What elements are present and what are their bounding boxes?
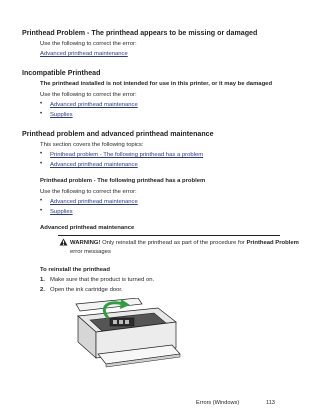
link-supplies[interactable]: Supplies [50, 209, 73, 215]
procedure-title: To reinstall the printhead [40, 267, 110, 273]
link-advanced-maintenance[interactable]: Advanced printhead maintenance [50, 199, 138, 205]
link-advanced-maintenance[interactable]: Advanced printhead maintenance [50, 162, 138, 168]
section-intro: Use the following to correct the error: [40, 92, 137, 98]
warning-icon [59, 238, 68, 246]
section-title-printhead-missing: Printhead Problem - The printhead appears to be missing or damaged [22, 29, 258, 37]
step-number: 1. [40, 277, 45, 283]
warning-line-2: error messages [70, 249, 111, 255]
step-number: 2. [40, 287, 45, 293]
link-advanced-maintenance[interactable]: Advanced printhead maintenance [40, 51, 128, 57]
warning-line-1 [70, 240, 299, 246]
bullet-icon: • [40, 111, 43, 117]
link-supplies[interactable]: Supplies [50, 112, 73, 118]
bullet-icon: • [40, 198, 43, 204]
subsection-title-printhead-problem: Printhead problem - The following printhead has a problem [40, 178, 206, 184]
section-intro: Use the following to correct the error: [40, 189, 137, 195]
warning-bold-phrase: Printhead Problem [246, 240, 299, 246]
section-title-incompatible: Incompatible Printhead [22, 69, 101, 77]
section-subtitle: The printhead installed is not intended for use in this printer, or it may be damaged [40, 81, 273, 87]
warning-label: WARNING! [70, 240, 101, 246]
section-title-advanced: Printhead problem and advanced printhead maintenance [22, 130, 214, 138]
step-text: Make sure that the product is turned on. [50, 277, 155, 283]
step-text: Open the ink cartridge door. [50, 287, 123, 293]
printer-illustration [68, 298, 184, 378]
footer-section-name: Errors (Windows) [196, 400, 240, 406]
link-advanced-maintenance[interactable]: Advanced printhead maintenance [50, 102, 138, 108]
bullet-icon: • [40, 101, 43, 107]
bullet-icon: • [40, 151, 43, 157]
link-printhead-problem[interactable]: Printhead problem - The following printhead has a problem [50, 152, 204, 158]
bullet-icon: • [40, 161, 43, 167]
section-intro: Use the following to correct the error: [40, 41, 137, 47]
subsection-title-advanced-maintenance: Advanced printhead maintenance [40, 225, 135, 231]
page-number: 113 [266, 400, 275, 406]
warning-top-rule [58, 235, 280, 236]
bullet-icon: • [40, 208, 43, 214]
section-intro: This section covers the following topics: [40, 142, 144, 148]
warning-text: Only reinstall the printhead as part of the procedure for [102, 240, 245, 246]
